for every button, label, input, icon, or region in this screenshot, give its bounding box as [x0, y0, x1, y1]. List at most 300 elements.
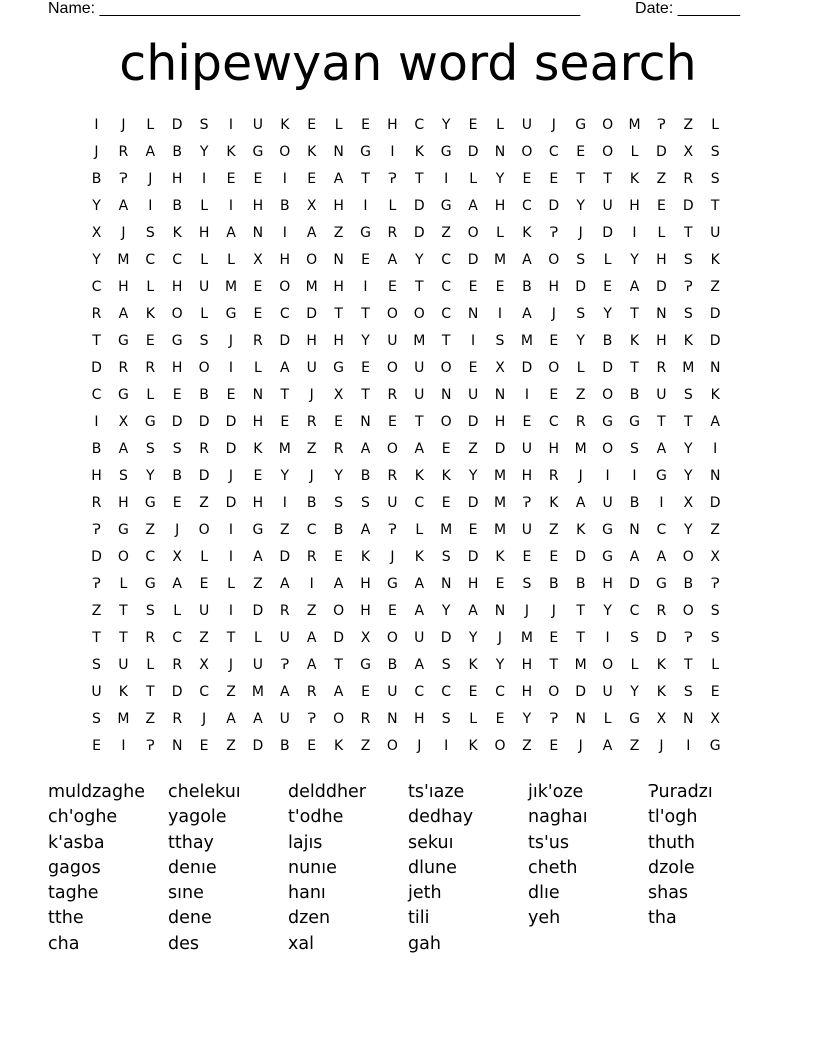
grid-letter: O [548, 684, 560, 700]
grid-letter: S [92, 711, 101, 727]
word-list-item: dlıe [528, 883, 560, 904]
grid-letter: G [252, 522, 264, 538]
grid-letter: D [171, 684, 183, 700]
grid-letter: Z [575, 387, 586, 403]
grid-letter: Z [199, 495, 209, 511]
grid-letter: R [548, 468, 559, 484]
grid-letter: L [253, 360, 262, 376]
word-list-item: gah [408, 933, 441, 954]
grid-letter: O [467, 225, 479, 241]
grid-letter: B [172, 468, 182, 484]
grid-row [83, 571, 733, 598]
word-list-item: ch'oghe [48, 807, 118, 828]
grid-letter: G [117, 387, 129, 403]
word-column [648, 780, 768, 932]
grid-letter: A [575, 495, 586, 511]
grid-letter: S [441, 657, 451, 673]
grid-letter: H [602, 576, 613, 592]
grid-letter: L [496, 225, 504, 241]
grid-letter: G [360, 144, 371, 160]
grid-letter: D [709, 306, 721, 322]
grid-letter: E [226, 387, 236, 403]
grid-letter: D [575, 684, 587, 700]
grid-letter: J [551, 603, 556, 619]
grid-letter: K [710, 387, 720, 403]
grid-letter: S [145, 225, 155, 241]
grid-letter: B [172, 198, 182, 214]
grid-letter: U [414, 360, 425, 376]
grid-letter: U [467, 387, 479, 403]
grid-letter: M [520, 333, 533, 349]
grid-letter: E [441, 495, 451, 511]
grid-letter: Y [630, 252, 639, 268]
grid-letter: D [252, 603, 264, 619]
grid-letter: R [91, 306, 102, 322]
grid-letter: K [226, 144, 236, 160]
grid-letter: E [549, 171, 559, 187]
grid-letter: D [548, 198, 560, 214]
grid-letter: C [172, 630, 183, 646]
grid-letter: G [360, 225, 371, 241]
grid-letter: B [387, 657, 398, 673]
grid-letter: D [656, 630, 667, 646]
grid-letter: H [171, 360, 183, 376]
grid-letter: E [307, 117, 317, 133]
grid-letter: R [306, 684, 317, 700]
grid-letter: K [441, 468, 451, 484]
word-column [48, 780, 168, 957]
grid-letter: Ɂ [307, 711, 316, 727]
grid-letter: D [413, 198, 425, 214]
grid-letter: B [683, 576, 694, 592]
grid-letter: K [145, 306, 155, 322]
grid-letter: U [521, 522, 533, 538]
grid-letter: D [252, 738, 264, 754]
grid-letter: Z [226, 684, 236, 700]
grid-letter: H [414, 711, 425, 727]
grid-letter: E [468, 279, 478, 295]
grid-letter: N [252, 387, 264, 403]
grid-letter: D [709, 333, 721, 349]
word-list-item: dzen [288, 908, 331, 929]
grid-letter: X [199, 657, 209, 673]
grid-letter: T [415, 414, 424, 430]
grid-letter: O [333, 711, 345, 727]
grid-letter: C [91, 279, 102, 295]
grid-letter: G [575, 117, 587, 133]
grid-letter: H [494, 414, 506, 430]
grid-letter: N [629, 522, 640, 538]
grid-letter: R [118, 144, 129, 160]
grid-letter: E [226, 171, 236, 187]
grid-letter: E [253, 279, 263, 295]
grid-letter: O [306, 252, 318, 268]
grid-letter: A [414, 576, 425, 592]
grid-letter: H [333, 279, 344, 295]
grid-letter: Ɂ [522, 495, 532, 511]
grid-letter: M [493, 468, 507, 484]
grid-letter: K [656, 684, 666, 700]
grid-letter: O [279, 144, 291, 160]
grid-letter: U [656, 387, 667, 403]
grid-letter: L [146, 387, 155, 403]
grid-letter: Z [656, 171, 667, 187]
grid-letter: Y [495, 171, 505, 187]
grid-letter: B [279, 738, 290, 754]
grid-letter: A [522, 306, 532, 322]
grid-letter: O [440, 360, 452, 376]
grid-letter: T [119, 630, 128, 646]
grid-letter: Z [333, 225, 344, 241]
grid-letter: L [576, 360, 585, 376]
grid-row [83, 328, 733, 355]
grid-letter: M [117, 711, 130, 727]
grid-letter: D [656, 279, 667, 295]
grid-letter: U [252, 117, 264, 133]
grid-letter: C [441, 684, 452, 700]
grid-letter: Y [522, 711, 532, 727]
grid-row [83, 274, 733, 301]
grid-letter: H [306, 333, 317, 349]
grid-letter: H [360, 603, 371, 619]
grid-letter: K [629, 333, 640, 349]
grid-letter: D [575, 549, 587, 565]
grid-letter: O [386, 360, 398, 376]
grid-letter: R [172, 711, 183, 727]
grid-letter: O [386, 441, 398, 457]
grid-letter: E [495, 576, 505, 592]
grid-letter: Ɂ [92, 576, 101, 592]
grid-letter: E [468, 522, 478, 538]
word-list-item: dene [168, 908, 212, 929]
grid-letter: D [521, 360, 533, 376]
word-list-item: taghe [48, 883, 99, 904]
grid-letter: A [280, 684, 290, 700]
grid-letter: O [198, 522, 210, 538]
word-list-item: chelekuı [168, 782, 241, 802]
grid-letter: T [603, 171, 612, 187]
grid-letter: A [145, 144, 156, 160]
grid-letter: C [441, 252, 452, 268]
grid-letter: N [333, 252, 344, 268]
grid-letter: R [279, 603, 290, 619]
grid-letter: S [630, 441, 639, 457]
grid-letter: D [575, 279, 587, 295]
grid-row [83, 652, 733, 679]
grid-letter: I [228, 198, 234, 214]
grid-letter: M [117, 252, 130, 268]
grid-letter: L [415, 522, 424, 538]
grid-letter: L [119, 576, 128, 592]
grid-letter: A [118, 198, 129, 214]
word-list-item: dedhay [408, 807, 474, 828]
grid-letter: T [415, 171, 424, 187]
word-list-item: delddher [288, 782, 367, 802]
grid-letter: K [683, 333, 693, 349]
grid-letter: X [118, 414, 129, 430]
grid-letter: G [709, 738, 721, 754]
word-list-item: cha [48, 933, 80, 954]
grid-letter: D [333, 630, 344, 646]
grid-letter: Z [549, 522, 559, 538]
grid-letter: U [279, 630, 290, 646]
word-list-item: dlune [408, 857, 457, 878]
grid-letter: G [333, 360, 345, 376]
grid-letter: D [91, 549, 102, 565]
grid-row [83, 517, 733, 544]
grid-letter: J [417, 738, 422, 754]
grid-letter: G [629, 711, 640, 727]
grid-letter: B [333, 522, 344, 538]
grid-letter: A [602, 738, 613, 754]
grid-letter: B [548, 576, 559, 592]
grid-letter: Y [92, 198, 101, 214]
grid-letter: M [251, 684, 264, 700]
grid-letter: Y [280, 468, 290, 484]
grid-letter: I [363, 198, 368, 214]
grid-letter: I [605, 630, 610, 646]
grid-letter: K [414, 144, 424, 160]
grid-letter: D [225, 414, 237, 430]
word-list-item: xal [288, 933, 314, 954]
grid-letter: C [279, 306, 290, 322]
grid-letter: H [521, 684, 533, 700]
grid-letter: A [629, 549, 640, 565]
grid-letter: R [306, 549, 317, 565]
grid-letter: U [387, 495, 398, 511]
grid-letter: G [225, 306, 237, 322]
grid-letter: B [91, 441, 102, 457]
grid-letter: S [199, 333, 209, 349]
word-list-item: jık'oze [528, 782, 584, 802]
grid-letter: H [252, 495, 264, 511]
grid-letter: L [227, 576, 235, 592]
grid-letter: H [118, 495, 129, 511]
grid-row [83, 355, 733, 382]
grid-row [83, 598, 733, 625]
grid-letter: O [521, 144, 533, 160]
grid-letter: M [628, 117, 641, 133]
grid-letter: E [172, 387, 182, 403]
grid-letter: U [521, 117, 533, 133]
grid-letter: Y [684, 441, 693, 457]
grid-letter: T [630, 306, 639, 322]
grid-letter: Z [145, 711, 156, 727]
grid-letter: U [91, 684, 102, 700]
grid-letter: T [684, 414, 693, 430]
grid-letter: O [440, 414, 452, 430]
grid-letter: S [172, 441, 182, 457]
grid-letter: K [414, 468, 424, 484]
grid-letter: N [575, 711, 586, 727]
grid-letter: H [279, 252, 291, 268]
grid-letter: A [522, 252, 532, 268]
grid-letter: K [710, 252, 720, 268]
grid-letter: A [306, 225, 317, 241]
grid-letter: S [576, 252, 586, 268]
page-title: chipewyan word search [119, 35, 697, 92]
grid-letter: D [198, 468, 210, 484]
grid-letter: G [144, 495, 156, 511]
grid-letter: Ɂ [684, 630, 693, 646]
grid-letter: K [118, 684, 128, 700]
grid-letter: L [200, 306, 208, 322]
grid-letter: Y [441, 603, 451, 619]
grid-letter: E [253, 171, 263, 187]
grid-letter: S [441, 711, 451, 727]
grid-letter: S [334, 495, 344, 511]
grid-letter: U [414, 387, 425, 403]
word-list-item: Ɂuradzı [648, 782, 713, 802]
grid-letter: L [603, 252, 612, 268]
grid-letter: Ɂ [146, 738, 155, 754]
grid-letter: S [710, 144, 720, 160]
grid-letter: M [493, 252, 507, 268]
grid-letter: L [630, 657, 639, 673]
grid-row [83, 436, 733, 463]
grid-letter: D [467, 252, 479, 268]
grid-letter: A [118, 306, 129, 322]
grid-letter: I [282, 171, 287, 187]
grid-letter: E [441, 441, 451, 457]
grid-letter: R [306, 414, 317, 430]
grid-letter: A [306, 630, 317, 646]
grid-letter: S [361, 495, 370, 511]
grid-letter: M [305, 279, 318, 295]
grid-letter: R [91, 495, 102, 511]
grid-letter: E [576, 144, 586, 160]
grid-row [83, 166, 733, 193]
grid-letter: U [198, 279, 210, 295]
grid-letter: Z [306, 441, 317, 457]
grid-letter: T [630, 360, 639, 376]
grid-letter: K [280, 117, 290, 133]
grid-letter: A [226, 711, 236, 727]
grid-letter: N [494, 144, 506, 160]
grid-letter: D [440, 630, 452, 646]
grid-letter: R [656, 360, 667, 376]
grid-letter: I [390, 144, 395, 160]
grid-letter: T [361, 306, 370, 322]
word-list-item: yagole [168, 807, 227, 828]
grid-letter: X [253, 252, 263, 268]
letter-grid [83, 112, 733, 760]
grid-letter: U [387, 684, 398, 700]
grid-letter: D [306, 306, 318, 322]
grid-letter: H [494, 198, 506, 214]
grid-letter: E [495, 279, 505, 295]
grid-letter: U [414, 630, 425, 646]
grid-row [83, 625, 733, 652]
grid-letter: O [602, 657, 614, 673]
grid-letter: U [521, 441, 533, 457]
word-list [48, 780, 788, 960]
grid-letter: N [252, 225, 264, 241]
grid-letter: X [333, 387, 344, 403]
grid-letter: T [92, 333, 101, 349]
grid-letter: L [603, 711, 612, 727]
grid-letter: B [91, 171, 102, 187]
grid-letter: I [524, 387, 529, 403]
grid-letter: J [175, 522, 180, 538]
grid-letter: E [468, 117, 478, 133]
grid-letter: J [497, 630, 503, 646]
grid-letter: D [602, 225, 613, 241]
grid-letter: J [524, 603, 529, 619]
grid-letter: I [228, 117, 234, 133]
grid-letter: D [467, 414, 479, 430]
grid-letter: X [360, 630, 371, 646]
grid-letter: J [551, 117, 556, 133]
grid-letter: E [253, 306, 263, 322]
grid-letter: E [468, 684, 478, 700]
grid-letter: T [280, 387, 290, 403]
grid-letter: D [279, 333, 291, 349]
grid-letter: J [578, 738, 583, 754]
grid-letter: S [145, 603, 155, 619]
grid-letter: I [363, 279, 368, 295]
grid-letter: E [361, 117, 370, 133]
grid-letter: L [469, 171, 477, 187]
grid-letter: M [413, 333, 426, 349]
grid-letter: E [549, 333, 559, 349]
word-column [288, 780, 408, 957]
grid-row [83, 193, 733, 220]
word-list-item: muldzaghe [48, 782, 145, 802]
grid-letter: A [414, 603, 425, 619]
grid-letter: O [602, 387, 614, 403]
grid-letter: E [172, 495, 182, 511]
grid-letter: E [334, 549, 344, 565]
grid-letter: U [602, 495, 613, 511]
grid-letter: T [549, 657, 559, 673]
grid-letter: O [117, 549, 129, 565]
grid-letter: A [360, 441, 371, 457]
grid-letter: M [224, 279, 238, 295]
grid-letter: T [576, 630, 585, 646]
grid-letter: B [575, 576, 586, 592]
grid-letter: R [387, 225, 398, 241]
grid-letter: R [118, 360, 129, 376]
grid-letter: D [171, 414, 183, 430]
grid-letter: E [361, 252, 370, 268]
grid-letter: A [360, 522, 371, 538]
grid-letter: H [360, 576, 371, 592]
grid-letter: O [333, 603, 345, 619]
grid-letter: Y [684, 468, 693, 484]
grid-letter: U [118, 657, 129, 673]
grid-letter: L [146, 279, 155, 295]
grid-letter: N [171, 738, 183, 754]
grid-letter: D [602, 360, 613, 376]
grid-letter: Ɂ [92, 522, 101, 538]
grid-letter: E [199, 738, 209, 754]
grid-letter: T [684, 225, 693, 241]
grid-letter: T [146, 684, 155, 700]
grid-letter: D [413, 225, 425, 241]
grid-letter: T [334, 657, 343, 673]
grid-letter: M [493, 522, 507, 538]
grid-letter: K [549, 495, 559, 511]
grid-letter: E [468, 360, 478, 376]
word-list-item: gagos [48, 857, 101, 878]
grid-letter: A [280, 360, 290, 376]
grid-letter: I [713, 441, 718, 457]
grid-letter: E [522, 171, 532, 187]
grid-letter: E [549, 738, 559, 754]
grid-letter: Y [495, 657, 505, 673]
grid-letter: B [360, 468, 371, 484]
